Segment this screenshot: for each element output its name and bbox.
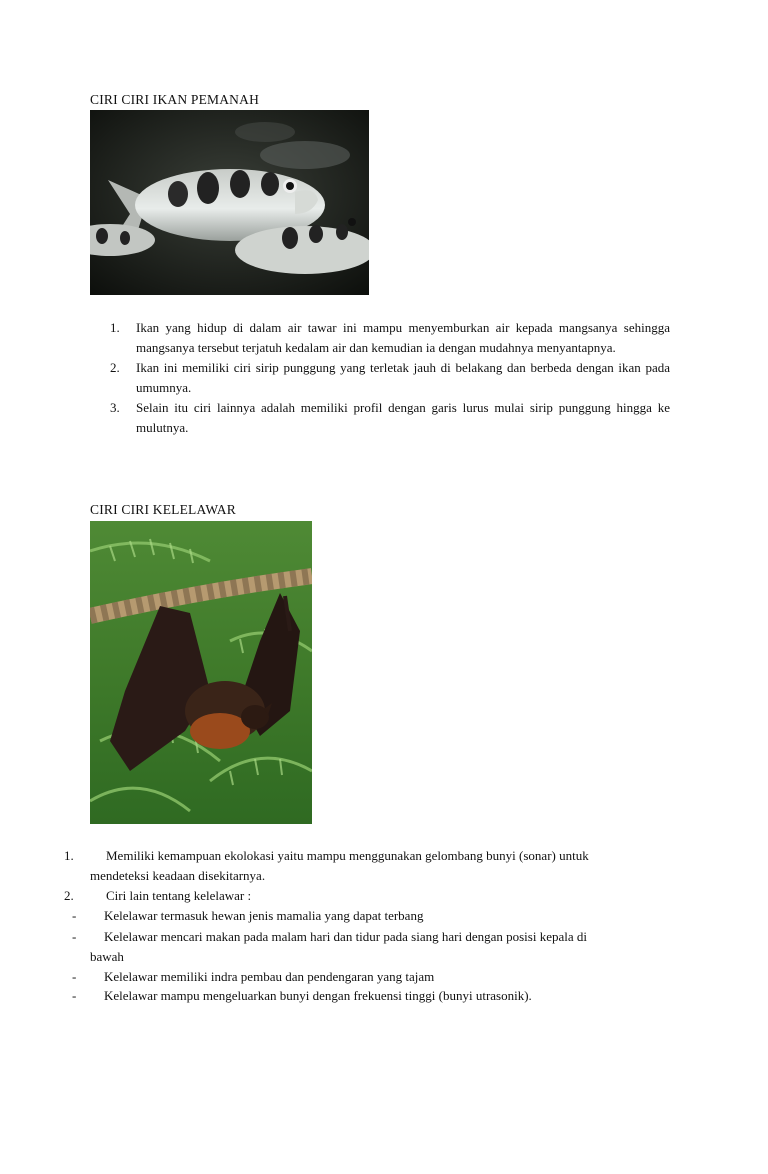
archer-fish-photo <box>90 110 369 295</box>
bullet-item: Kelelawar mencari makan pada malam hari dan tidur pada siang hari dengan posisi kepala di <box>104 929 587 944</box>
bullet-item: Kelelawar termasuk hewan jenis mamalia yang dapat terbang <box>104 908 424 923</box>
bat-section-title: CIRI CIRI KELELAWAR <box>90 502 236 517</box>
bat-item-1-text-line1: Memiliki kemampuan ekolokasi yaitu mampu menggunakan gelombang bunyi (sonar) untuk <box>106 848 589 863</box>
bullet-dash: - <box>72 988 77 1003</box>
list-item-number: 3. <box>110 400 120 415</box>
bullet-dash: - <box>72 908 77 923</box>
list-item <box>110 398 670 438</box>
fish-characteristics-list <box>110 318 670 438</box>
list-item-number: 2. <box>110 360 120 375</box>
bullet-item-continuation: bawah <box>90 949 124 964</box>
bat-item-2-text: Ciri lain tentang kelelawar : <box>106 888 252 903</box>
list-item-number: 1. <box>110 320 120 335</box>
bat-item-2-number: 2. <box>64 888 74 903</box>
list-item <box>110 318 670 358</box>
bullet-item: Kelelawar mampu mengeluarkan bunyi dengan frekuensi tinggi (bunyi utrasonik). <box>104 988 532 1003</box>
bullet-item: Kelelawar memiliki indra pembau dan pendengaran yang tajam <box>104 969 435 984</box>
fish-section-title: CIRI CIRI IKAN PEMANAH <box>90 92 260 107</box>
list-item-text: Selain itu ciri lainnya adalah memiliki profil dengan garis lurus mulai sirip punggung hingga ke mulutnya. <box>136 400 670 435</box>
bullet-dash: - <box>72 929 77 944</box>
bat-photo <box>90 521 312 824</box>
list-item <box>110 358 670 398</box>
bat-item-1-number: 1. <box>64 848 74 863</box>
bullet-dash: - <box>72 969 77 984</box>
list-item-text: Ikan ini memiliki ciri sirip punggung yang terletak jauh di belakang dan berbeda dengan ikan pada umumnya. <box>136 360 670 395</box>
list-item-text: Ikan yang hidup di dalam air tawar ini mampu menyemburkan air kepada mangsanya sehingga mangsanya tersebut terjatuh kedalam air dan kemudian ia dengan mudahnya menyantapnya. <box>136 320 670 355</box>
bat-item-1-text-line2: mendeteksi keadaan disekitarnya. <box>90 868 266 883</box>
